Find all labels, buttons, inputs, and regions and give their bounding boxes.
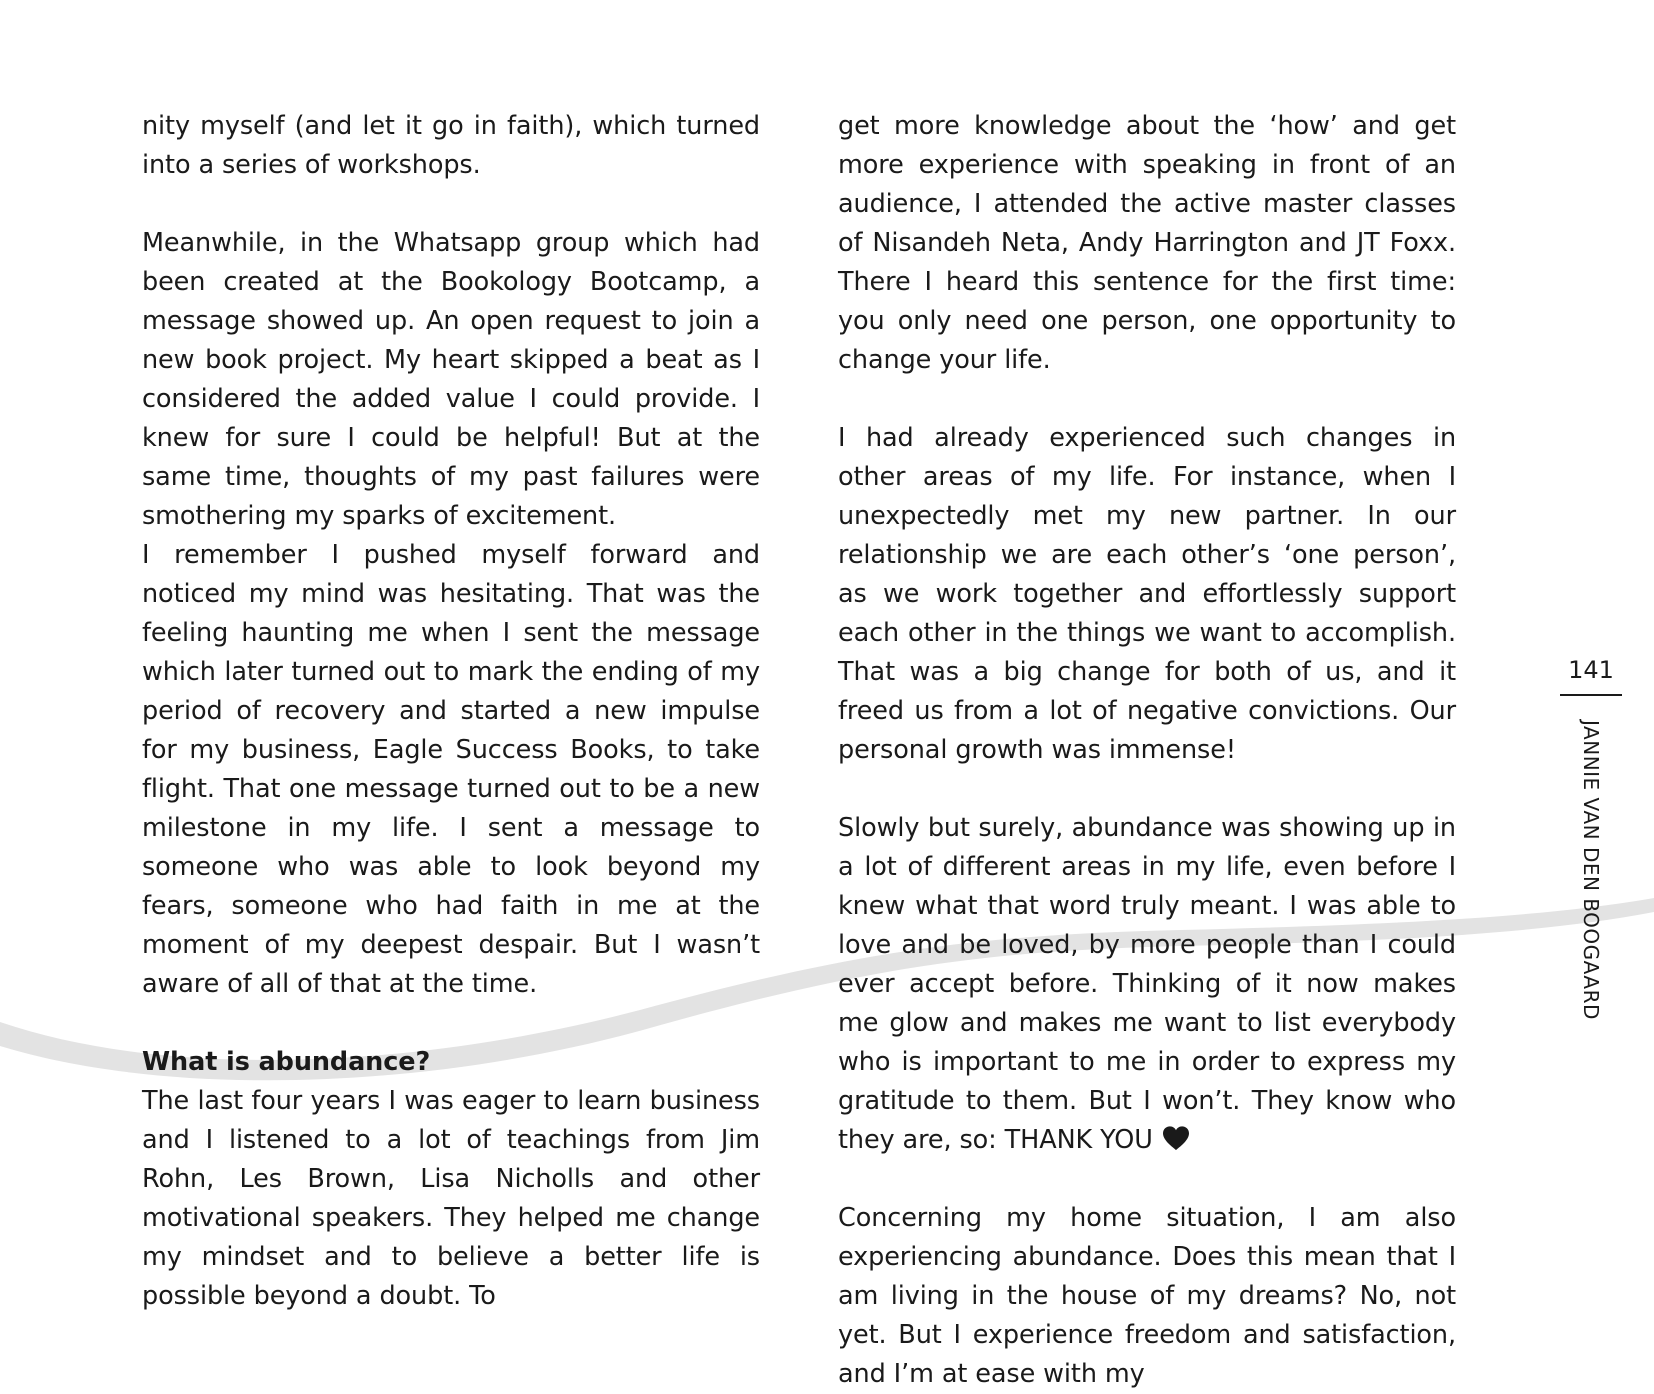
running-head-author: JANNIE VAN DEN BOOGAARD [1579, 720, 1603, 1020]
left-column [142, 107, 760, 1316]
paragraph: Meanwhile, in the Whatsapp group which had been created at the Bookology Bootcamp, a message showed up. An open request to join a new book project. My heart skipped a beat as I considered the added value I could provide. I knew for sure I could be helpful! But at the same time, thoughts of my past failures were smothering my sparks of excitement. [142, 228, 760, 531]
heart-icon [1161, 1125, 1191, 1151]
paragraph: Concerning my home situation, I am also experiencing abundance. Does this mean that I am living in the house of my dreams? No, not yet. But I experience freedom and satisfaction, and I’m at ease with my [838, 1203, 1456, 1389]
paragraph: get more knowledge about the ‘how’ and get more experience with speaking in front of an audience, I attended the active master classes of Nisandeh Neta, Andy Harrington and JT Foxx. There I heard this sentence for the first time: you only need one person, one opportunity to change your life. [838, 111, 1456, 375]
paragraph: I had already experienced such changes in other areas of my life. For instance, when I unexpectedly met my new partner. In our relationship we are each other’s ‘one person’, as we work together and effortlessly support each other in the things we want to accomplish. That was a big change for both of us, and it freed us from a lot of negative convictions. Our personal growth was immense! [838, 423, 1456, 765]
section-heading: What is abundance? [142, 1047, 431, 1077]
paragraph [838, 809, 1456, 1160]
page-number: 141 [1568, 656, 1614, 684]
page-number-rule [1560, 694, 1622, 696]
paragraph: I remember I pushed myself forward and noticed my mind was hesitating. That was the feeling haunting me when I sent the message which later turned out to mark the ending of my period of recovery and started a new impulse for my business, Eagle Success Books, to take flight. That one message turned out to be a new milestone in my life. I sent a message to someone who was able to look beyond my fears, someone who had faith in me at the moment of my deepest despair. But I wasn’t aware of all of that at the time. [142, 540, 760, 999]
paragraph-text: Slowly but surely, abundance was showing up in a lot of different areas in my life, even before I knew what that word truly meant. I was able to love and be loved, by more people than I could ever accept before. Thinking of it now makes me glow and makes me want to list everybody who is important to me in order to express my gratitude to them. But I won’t. They know who they are, so: THANK YOU [838, 813, 1456, 1155]
paragraph: The last four years I was eager to learn business and I listened to a lot of teachings from Jim Rohn, Les Brown, Lisa Nicholls and other motivational speakers. They helped me change my mindset and to believe a better life is possible beyond a doubt. To [142, 1086, 760, 1311]
paragraph: nity myself (and let it go in faith), which turned into a series of workshops. [142, 111, 760, 180]
right-column [838, 107, 1456, 1394]
